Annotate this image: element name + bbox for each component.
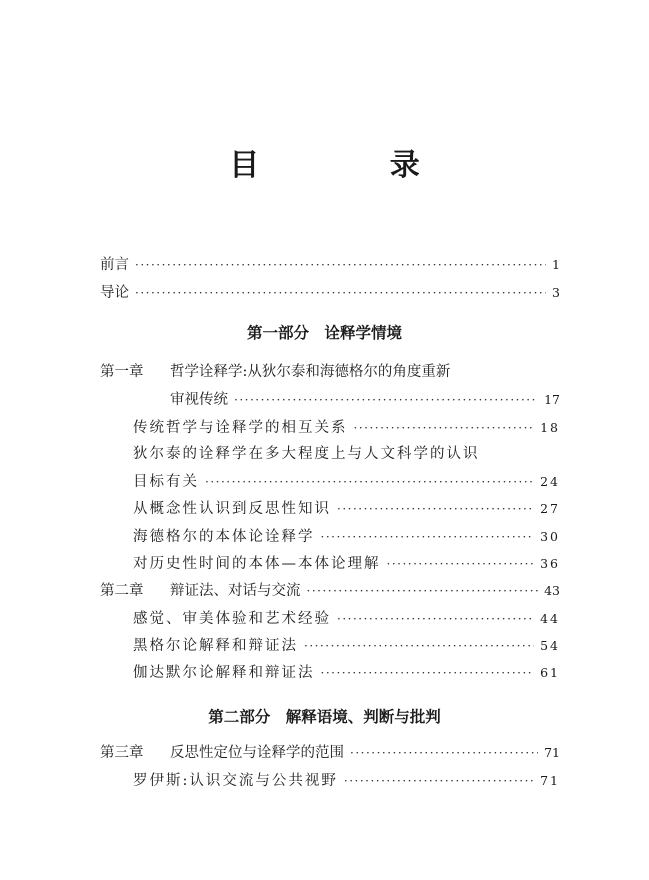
toc-entry-preface[interactable] [100,255,560,275]
toc-page-number: 30 [540,529,560,544]
toc-section[interactable] [133,554,560,574]
leader-dots [321,663,535,683]
section-label: 从概念性认识到反思性知识 [133,501,331,517]
toc-section[interactable] [133,636,560,656]
part-heading-1: 第一部分 诠释学情境 [246,324,402,342]
toc-page-number: 61 [540,665,560,680]
leader-dots [337,499,534,519]
toc-section[interactable] [133,609,560,629]
leader-dots [344,771,534,791]
section-label-cont: 目标有关 [133,474,199,490]
leader-dots [387,554,535,574]
toc-page-number: 27 [540,501,560,516]
leader-dots [350,743,538,763]
chapter-title: 哲学诠释学:从狄尔泰和海德格尔的角度重新 [170,364,451,380]
chapter-1-heading[interactable] [100,362,450,382]
chapter-title: 反思性定位与诠释学的范围 [170,745,344,761]
leader-dots [304,636,534,656]
leader-dots [135,255,546,275]
leader-dots [354,418,535,438]
toc-page-number: 71 [544,745,560,760]
leader-dots [205,472,534,492]
leader-dots [135,283,546,303]
part-heading-2: 第二部分 解释语境、判断与批判 [208,708,441,726]
toc-section[interactable] [133,771,560,791]
leader-dots [321,527,535,547]
chapter-number: 第一章 [100,364,144,380]
toc-page-number: 1 [552,257,560,272]
leader-dots [337,609,534,629]
toc-page-number: 24 [540,474,560,489]
chapter-title-cont: 审视传统 [170,392,228,408]
section-label: 感觉、审美体验和艺术经验 [133,611,331,627]
chapter-1-heading-cont[interactable] [170,390,560,410]
toc-page-number: 18 [540,420,560,435]
toc-section-cont[interactable] [133,472,560,492]
leader-dots [234,390,538,410]
section-label: 对历史性时间的本体—本体论理解 [133,556,381,572]
toc-entry-label: 导论 [100,285,129,301]
chapter-number: 第二章 [100,583,144,599]
toc-page-number: 3 [552,285,560,300]
toc-section[interactable] [133,527,560,547]
toc-section[interactable] [133,444,480,464]
chapter-number: 第三章 [100,745,144,761]
section-label: 黑格尔论解释和辩证法 [133,638,298,654]
toc-section[interactable] [133,418,560,438]
section-label: 狄尔泰的诠释学在多大程度上与人文科学的认识 [133,446,480,462]
toc-page-number: 71 [540,773,560,788]
toc-page-number: 17 [544,392,560,407]
section-label: 传统哲学与诠释学的相互关系 [133,420,348,436]
toc-page-number: 54 [540,638,560,653]
chapter-title: 辩证法、对话与交流 [170,583,301,599]
chapter-2-heading[interactable] [100,581,560,601]
toc-section[interactable] [133,499,560,519]
section-label: 伽达默尔论解释和辩证法 [133,665,315,681]
leader-dots [307,581,539,601]
toc-entry-introduction[interactable] [100,283,560,303]
section-label: 罗伊斯:认识交流与公共视野 [133,773,338,789]
toc-section[interactable] [133,663,560,683]
section-label: 海德格尔的本体论诠释学 [133,529,315,545]
page-title: 目 录 [229,148,480,183]
chapter-3-heading[interactable] [100,743,560,763]
toc-page-number: 36 [540,556,560,571]
toc-entry-label: 前言 [100,257,129,273]
toc-page-number: 43 [544,583,560,598]
toc-page-number: 44 [540,611,560,626]
